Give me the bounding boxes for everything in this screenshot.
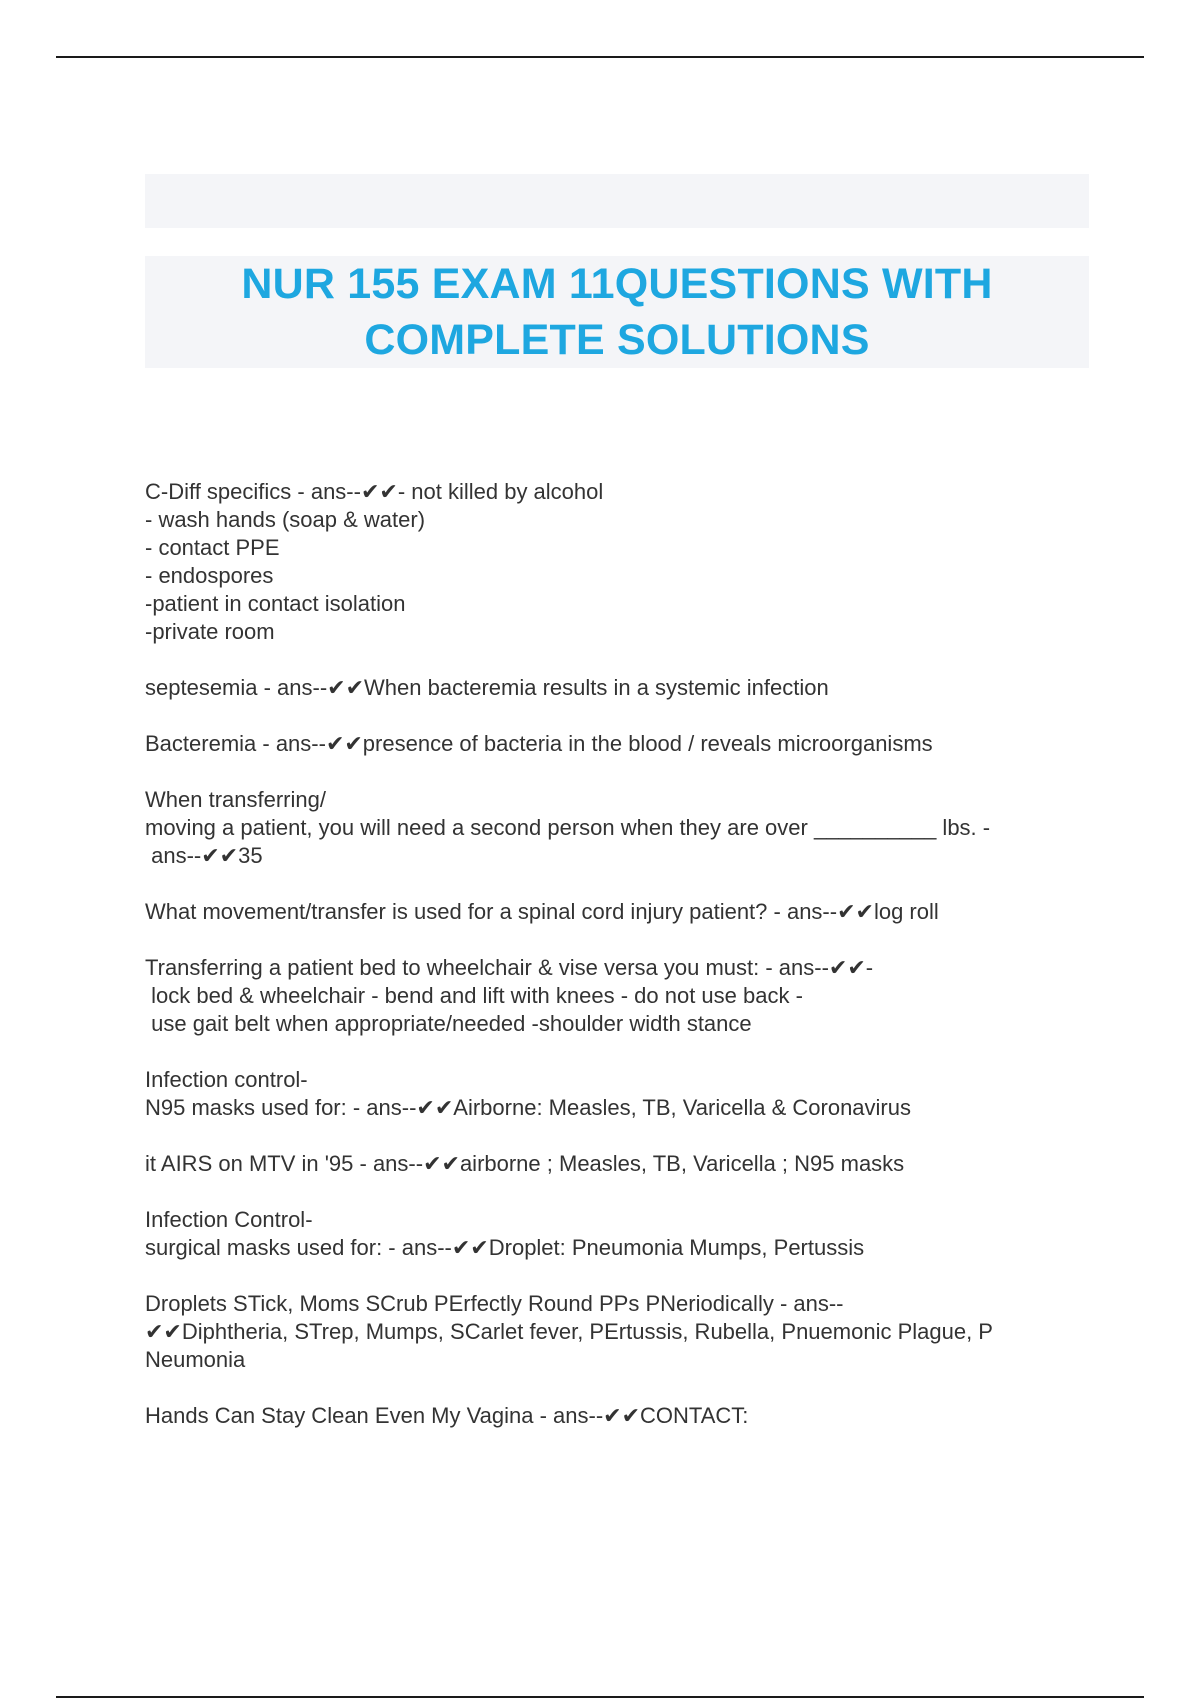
qa-entry: Droplets STick, Moms SCrub PErfectly Round PPs PNeriodically - ans-- ✔✔Diphtheria, STrep, Mumps, SCarlet fever, PErtussis, Rubella, Pnuemonic Plague, P Neumonia bbox=[145, 1291, 993, 1372]
document-title: NUR 155 EXAM 11QUESTIONS WITH COMPLETE SOLUTIONS bbox=[241, 260, 993, 364]
qa-entry: Infection control- N95 masks used for: - ans--✔✔Airborne: Measles, TB, Varicella & Coronavirus bbox=[145, 1067, 911, 1120]
qa-entry: C-Diff specifics - ans--✔✔- not killed by alcohol - wash hands (soap & water) - contact PPE - endospores -patient in contact isolation -private room bbox=[145, 479, 604, 644]
qa-entry: septesemia - ans--✔✔When bacteremia results in a systemic infection bbox=[145, 675, 829, 700]
bottom-rule bbox=[56, 1696, 1144, 1698]
qa-list bbox=[145, 478, 1090, 1430]
title-block bbox=[145, 256, 1089, 368]
top-rule bbox=[56, 56, 1144, 58]
qa-entry: Infection Control- surgical masks used for: - ans--✔✔Droplet: Pneumonia Mumps, Pertussis bbox=[145, 1207, 865, 1260]
qa-entry: it AIRS on MTV in '95 - ans--✔✔airborne ; Measles, TB, Varicella ; N95 masks bbox=[145, 1151, 905, 1176]
qa-entry: What movement/transfer is used for a spinal cord injury patient? - ans--✔✔log roll bbox=[145, 899, 939, 924]
qa-entry: Transferring a patient bed to wheelchair & vise versa you must: - ans--✔✔- lock bed & wheelchair - bend and lift with knees - do not use back - use gait belt when appropriate/needed -shoulder width stance bbox=[145, 955, 874, 1036]
qa-entry: Hands Can Stay Clean Even My Vagina - ans--✔✔CONTACT: bbox=[145, 1403, 749, 1428]
qa-entry: When transferring/ moving a patient, you will need a second person when they are over __________ lbs. - ans--✔✔35 bbox=[145, 787, 991, 868]
qa-entry: Bacteremia - ans--✔✔presence of bacteria in the blood / reveals microorganisms bbox=[145, 731, 933, 756]
header-band bbox=[145, 174, 1089, 228]
